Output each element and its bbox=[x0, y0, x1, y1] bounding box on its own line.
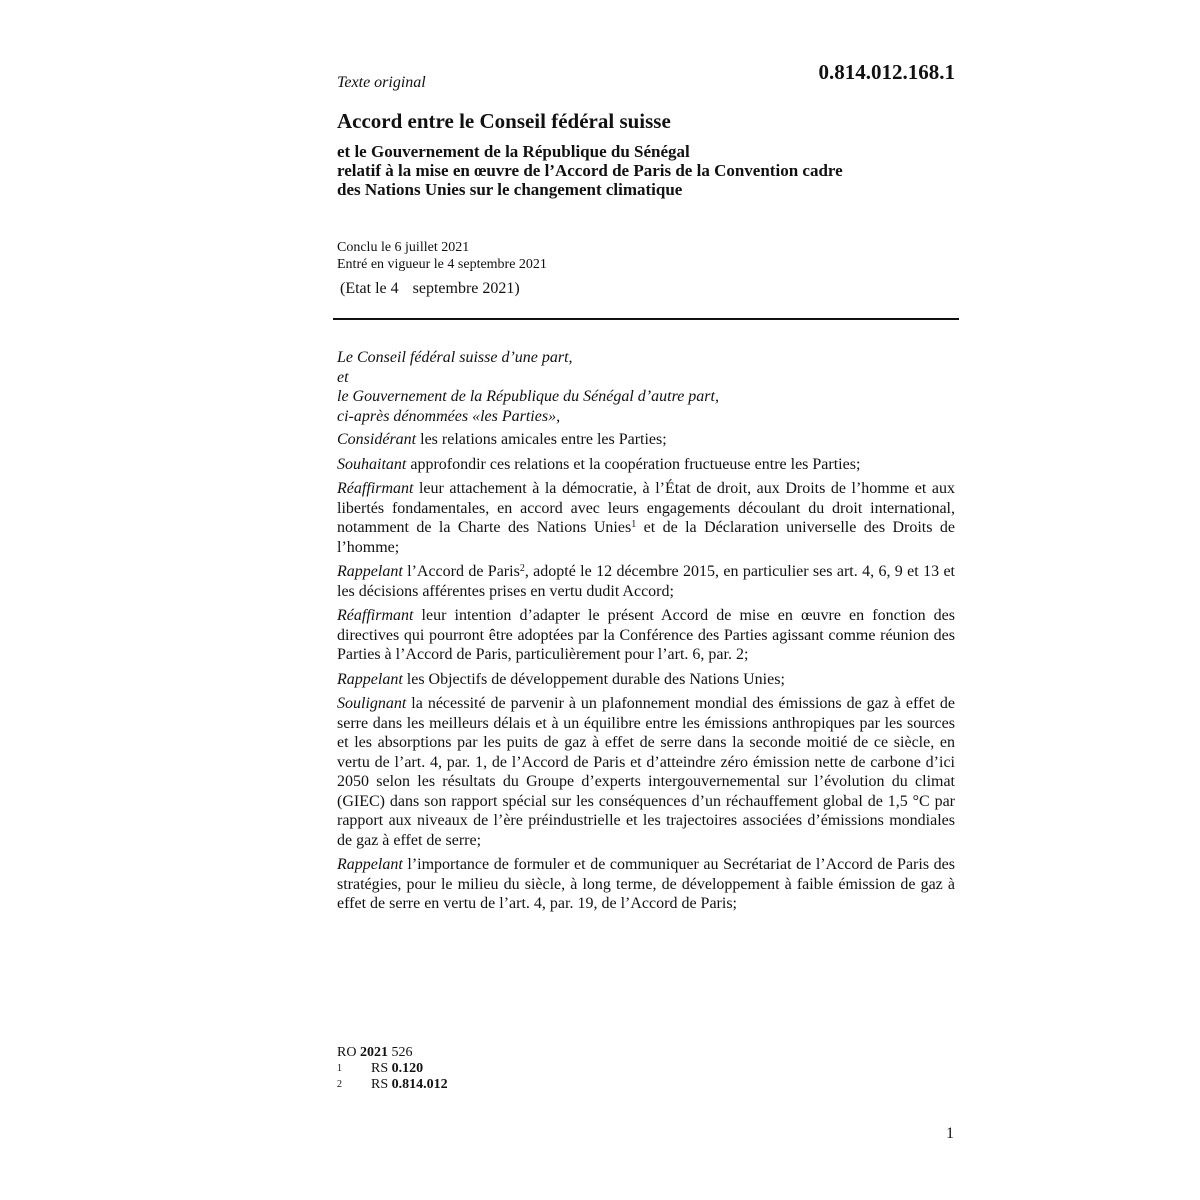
footnote: 2 RS 0.814.012 bbox=[337, 1077, 448, 1092]
dates-block bbox=[337, 239, 547, 273]
preamble-body bbox=[337, 348, 955, 919]
page-number: 1 bbox=[946, 1125, 954, 1142]
ro-reference: RO 2021 526 bbox=[337, 1045, 413, 1060]
paragraph: Souhaitant approfondir ces relations et la coopération fructueuse entre les Parties; bbox=[337, 455, 861, 473]
footnote: 1 RS 0.120 bbox=[337, 1061, 424, 1076]
paragraph: Rappelant l’Accord de Paris$^2$, adopté le 12 décembre 2015, en particulier ses art. 4, 6, 9 et 13 et les décisions afférentes prises en vertu dudit Accord; bbox=[337, 563, 955, 600]
paragraph: Soulignant la nécessité de parvenir à un plafonnement mondial des émissions de gaz à effet de serre dans les meilleurs délais et à un équilibre entre les émissions anthropiques par les sources et les absorptions par les puits de gaz à effet de serre dans la seconde moitié de ce siècle, en vertu de l’art. 4, par. 1, de l’Accord de Paris et d’atteindre zéro émission nette de carbone d’ici 2050 selon les résultats du Groupe d’experts intergouvernemental sur l’évolution du climat (GIEC) dans son rapport spécial sur les conséquences d’un réchauffement global de 1,5 °C par rapport aux niveaux de l’ère préindustrielle et les trajectoires associées d’émissions mondiales de gaz à effet de serre; bbox=[337, 695, 955, 849]
concluded-date: Conclu le 6 juillet 2021 bbox=[337, 240, 470, 255]
document-subtitle bbox=[337, 142, 957, 199]
text-original-label: Texte original bbox=[337, 74, 426, 91]
parties-block: Le Conseil fédéral suisse d’une part, et le Gouvernement de la République du Sénégal d’autre part, ci-après dénommées «les Parties», bbox=[337, 349, 719, 425]
document-title: Accord entre le Conseil fédéral suisse bbox=[337, 109, 671, 133]
footnote-ref[interactable]: 2 bbox=[519, 563, 525, 574]
paragraph: Rappelant l’importance de formuler et de communiquer au Secrétariat de l’Accord de Paris des stratégies, pour le milieu du siècle, à long terme, de développement à faible émission de gaz à effet de serre en vertu de l’art. 4, par. 19, de l’Accord de Paris; bbox=[337, 856, 955, 912]
subtitle-line: et le Gouvernement de la République du Sénégal bbox=[337, 142, 690, 161]
paragraph: Considérant les relations amicales entre les Parties; bbox=[337, 431, 667, 448]
subtitle-line: relatif à la mise en œuvre de l’Accord de Paris de la Convention cadre bbox=[337, 161, 843, 180]
status-date: (Etat le 4 septembre 2021) bbox=[340, 280, 520, 297]
footnote-ref[interactable]: 1 bbox=[631, 519, 637, 530]
header-divider bbox=[333, 318, 959, 320]
in-force-date: Entré en vigueur le 4 septembre 2021 bbox=[337, 257, 547, 272]
footnotes bbox=[337, 1045, 448, 1093]
paragraph: Réaffirmant leur attachement à la démocratie, à l’État de droit, aux Droits de l’homme et aux libertés fondamentales, en accord avec leurs engagements découlant du droit international, notamment de la Charte des Nations Unies$^1$ et de la Déclaration universelle des Droits de l’homme; bbox=[337, 480, 955, 556]
subtitle-line: des Nations Unies sur le changement climatique bbox=[337, 180, 683, 199]
paragraph: Rappelant les Objectifs de développement durable des Nations Unies; bbox=[337, 670, 785, 688]
paragraph: Réaffirmant leur intention d’adapter le présent Accord de mise en œuvre en fonction des directives qui pourront être adoptées par la Conférence des Parties agissant comme réunion des Parties à l’Accord de Paris, particulièrement pour l’art. 6, par. 2; bbox=[337, 607, 955, 663]
sr-number: 0.814.012.168.1 bbox=[818, 60, 955, 84]
